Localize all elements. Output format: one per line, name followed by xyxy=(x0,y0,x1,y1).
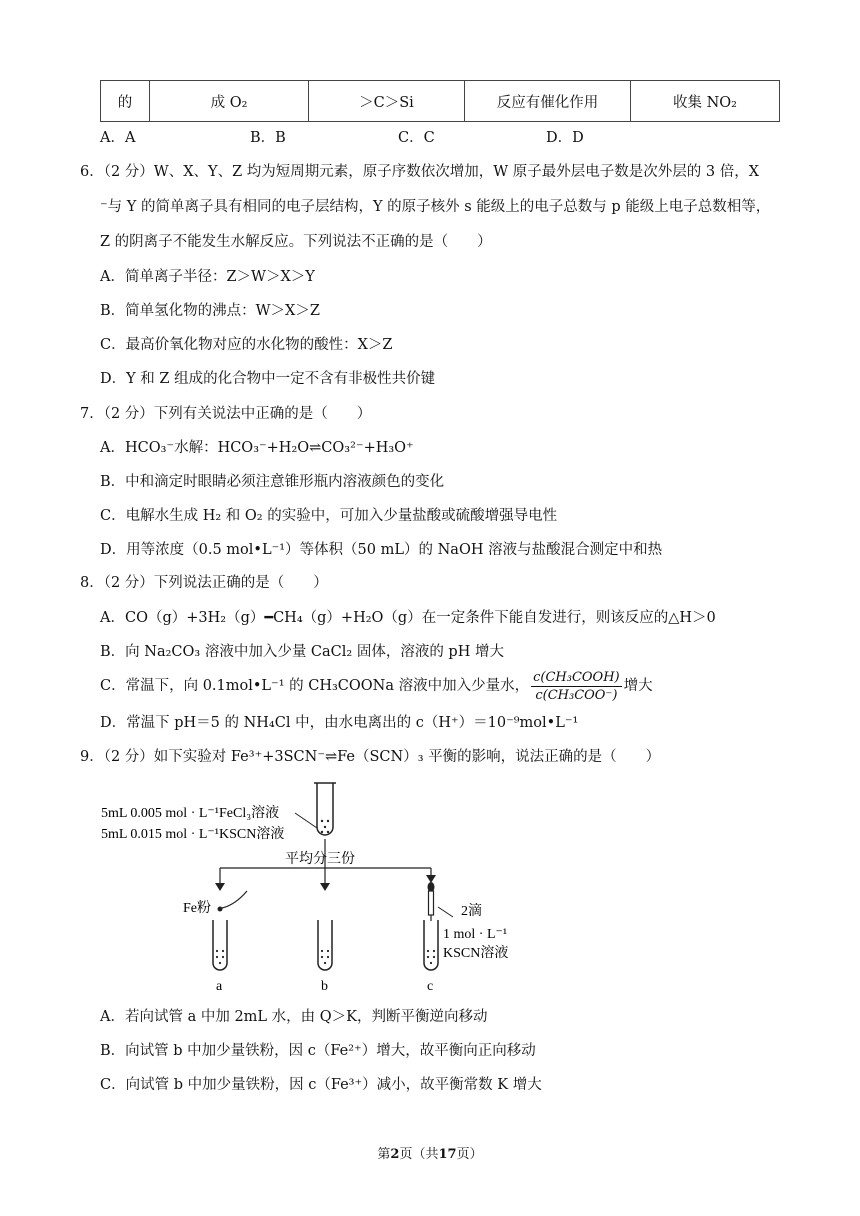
q6-stem-line3: Z 的阴离子不能发生水解反应。下列说法不正确的是（ ） xyxy=(100,234,492,250)
q6-stem-line1: 6．（2 分）W、X、Y、Z 均为短周期元素，原子序数依次增加，W 原子最外层电子数是次外层的 3 倍，X xyxy=(80,164,760,180)
figure-label-b: b xyxy=(321,979,328,994)
q9-option-c: C．向试管 b 中加少量铁粉，因 c（Fe³⁺）减小，故平衡常数 K 增大 xyxy=(100,1077,542,1093)
footer-middle: 页（共 xyxy=(399,1147,439,1162)
leader-line xyxy=(295,813,317,828)
q6-option-b: B．简单氢化物的沸点：W＞X＞Z xyxy=(100,303,320,319)
footer-suffix: 页） xyxy=(456,1147,483,1162)
q7-option-a: A．HCO₃⁻水解：HCO₃⁻+H₂O⇌CO₃²⁻+H₃O⁺ xyxy=(100,440,414,456)
q7-option-d: D．用等浓度（0.5 mol•L⁻¹）等体积（50 mL）的 NaOH 溶液与盐酸混合测定中和热 xyxy=(100,542,663,558)
figure-label-fe-powder: Fe粉 xyxy=(183,901,211,916)
q6-option-c: C．最高价氧化物对应的水化物的酸性：X＞Z xyxy=(100,337,393,353)
test-tube-c xyxy=(424,920,438,970)
test-tube-a xyxy=(213,920,227,970)
figure-label-fecl3: 5mL 0.005 mol · L⁻¹FeCl₃溶液 xyxy=(101,806,280,821)
figure-label-split: 平均分三份 xyxy=(285,852,355,867)
table-cell: 的 xyxy=(101,81,150,122)
experiment-figure xyxy=(95,775,575,1000)
q9-stem: 9．（2 分）如下实验对 Fe³⁺+3SCN⁻⇌Fe（SCN）₃ 平衡的影响，说法正确的是（ ） xyxy=(80,749,661,765)
answer-table xyxy=(100,80,780,122)
spatula-icon xyxy=(222,891,247,908)
table-cell: ＞C＞Si xyxy=(309,81,465,122)
footer-prefix: 第 xyxy=(377,1147,391,1162)
q6-option-a: A．简单离子半径：Z＞W＞X＞Y xyxy=(100,269,315,285)
q8-option-b: B．向 Na₂CO₃ 溶液中加入少量 CaCl₂ 固体，溶液的 pH 增大 xyxy=(100,644,504,660)
q8-stem: 8．（2 分）下列说法正确的是（ ） xyxy=(80,575,328,591)
figure-label-drops: 2滴 xyxy=(461,904,482,919)
q7-stem: 7．（2 分）下列有关说法中正确的是（ ） xyxy=(80,406,372,422)
test-tube-b xyxy=(318,920,332,970)
q8-option-a: A．CO（g）+3H₂（g）━CH₄（g）+H₂O（g）在一定条件下能自发进行，则该反应的△H＞0 xyxy=(100,610,716,626)
q8-option-c-text: C．常温下，向 0.1mol•L⁻¹ 的 CH₃COONa 溶液中加入少量水， xyxy=(100,678,530,694)
option-c: C．C xyxy=(398,130,435,146)
figure-label-kscn-solution: KSCN溶液 xyxy=(443,946,509,961)
option-b: B．B xyxy=(250,130,286,146)
fraction-numerator: c(CH₃COOH) xyxy=(533,669,620,685)
figure-label-a: a xyxy=(216,979,223,994)
q8-option-d: D．常温下 pH＝5 的 NH₄Cl 中，由水电离出的 c（H⁺）＝10⁻⁹mol•L⁻¹ xyxy=(100,715,579,731)
figure-label-c: c xyxy=(427,979,434,994)
q7-option-b: B．中和滴定时眼睛必须注意锥形瓶内溶液颜色的变化 xyxy=(100,474,445,490)
q8-option-c-suffix: 增大 xyxy=(623,678,653,694)
option-d: D．D xyxy=(546,130,584,146)
total-pages: 17 xyxy=(438,1147,457,1162)
concentration-ratio-fraction xyxy=(531,669,622,704)
q8-option-c xyxy=(100,666,653,706)
option-a: A．A xyxy=(100,130,136,146)
table-cell: 反应有催化作用 xyxy=(465,81,631,122)
table-cell: 收集 NO₂ xyxy=(631,81,780,122)
figure-label-concentration: 1 mol · L⁻¹ xyxy=(443,927,508,942)
page-number: 2 xyxy=(390,1147,400,1162)
source-test-tube xyxy=(314,783,336,835)
q6-stem-line2: ⁻与 Y 的简单离子具有相同的电子层结构，Y 的原子核外 s 能级上的电子总数与 p 能级上电子总数相等， xyxy=(100,199,771,215)
q9-option-b: B．向试管 b 中加少量铁粉，因 c（Fe²⁺）增大，故平衡向正向移动 xyxy=(100,1043,536,1059)
q7-option-c: C．电解水生成 H₂ 和 O₂ 的实验中，可加入少量盐酸或硫酸增强导电性 xyxy=(100,508,558,524)
page-footer xyxy=(0,1143,860,1162)
dropper-icon xyxy=(428,882,435,921)
table-row xyxy=(101,81,780,122)
q6-option-d: D．Y 和 Z 组成的化合物中一定不含有非极性共价键 xyxy=(100,371,436,387)
table-cell: 成 O₂ xyxy=(150,81,309,122)
figure-label-kscn: 5mL 0.015 mol · L⁻¹KSCN溶液 xyxy=(101,827,285,842)
q9-option-a: A．若向试管 a 中加 2mL 水，由 Q＞K，判断平衡逆向移动 xyxy=(100,1009,488,1025)
q5-options xyxy=(100,127,584,149)
fraction-denominator: c(CH₃COO⁻) xyxy=(535,687,618,703)
